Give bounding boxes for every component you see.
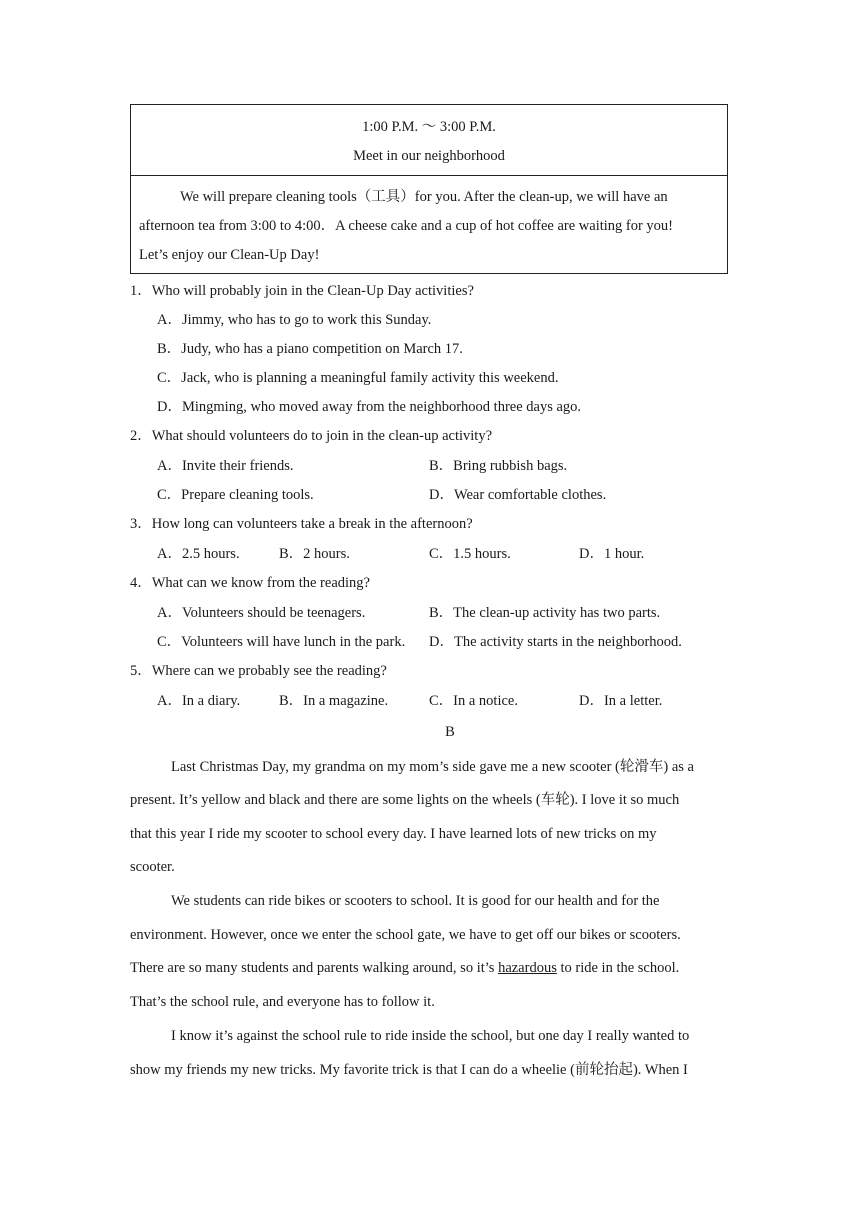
notice-body-line-3: Let’s enjoy our Clean-Up Day! bbox=[139, 247, 320, 263]
notice-place: Meet in our neighborhood bbox=[353, 148, 505, 164]
q2-option-d: D．Wear comfortable clothes. bbox=[429, 487, 607, 503]
q5-option-c: C．In a notice. bbox=[429, 693, 518, 709]
passage-p2-line-4: That’s the school rule, and everyone has to follow it. bbox=[130, 994, 435, 1010]
passage-p1-line-3: that this year I ride my scooter to school every day. I have learned lots of new tricks on my bbox=[130, 826, 657, 842]
q4-option-a: A．Volunteers should be teenagers. bbox=[157, 605, 366, 621]
passage-p3-line-1: I know it’s against the school rule to ride inside the school, but one day I really wanted to bbox=[171, 1028, 690, 1044]
q1-option-d: D．Mingming, who moved away from the neighborhood three days ago. bbox=[157, 399, 582, 415]
q3-option-d: D．1 hour. bbox=[579, 546, 645, 562]
q5-option-b: B．In a magazine. bbox=[279, 693, 389, 709]
passage-p2-line-2: environment. However, once we enter the school gate, we have to get off our bikes or scooters. bbox=[130, 927, 681, 943]
q2-option-c: C．Prepare cleaning tools. bbox=[157, 487, 314, 503]
section-b-heading: B bbox=[445, 724, 455, 740]
passage-p1-line-1: Last Christmas Day, my grandma on my mom’s side gave me a new scooter (轮滑车) as a bbox=[171, 759, 694, 775]
q1-option-c: C．Jack, who is planning a meaningful family activity this weekend. bbox=[157, 370, 559, 386]
question-2: 2．What should volunteers do to join in the clean-up activity? bbox=[130, 428, 493, 444]
notice-header bbox=[131, 105, 727, 176]
passage-p1-line-2: present. It’s yellow and black and there are some lights on the wheels (车轮). I love it so much bbox=[130, 792, 680, 808]
passage-p2-line-3 bbox=[130, 958, 679, 978]
q1-option-a: A．Jimmy, who has to go to work this Sunday. bbox=[157, 312, 432, 328]
q3-option-c: C．1.5 hours. bbox=[429, 546, 511, 562]
passage-p3-line-2: show my friends my new tricks. My favorite trick is that I can do a wheelie (前轮抬起). When I bbox=[130, 1062, 688, 1078]
q4-option-b: B．The clean-up activity has two parts. bbox=[429, 605, 661, 621]
q4-option-d: D．The activity starts in the neighborhood. bbox=[429, 634, 682, 650]
q3-option-a: A．2.5 hours. bbox=[157, 546, 240, 562]
q1-option-b: B．Judy, who has a piano competition on March 17. bbox=[157, 341, 463, 357]
notice-time: 1:00 P.M. ～ 3:00 P.M. bbox=[362, 119, 496, 135]
q5-option-a: A．In a diary. bbox=[157, 693, 241, 709]
passage-p1-line-4: scooter. bbox=[130, 859, 175, 875]
q3-option-b: B．2 hours. bbox=[279, 546, 350, 562]
underlined-word-hazardous: hazardous bbox=[498, 960, 557, 976]
q4-option-c: C．Volunteers will have lunch in the park. bbox=[157, 634, 406, 650]
q2-option-b: B．Bring rubbish bags. bbox=[429, 458, 568, 474]
notice-box bbox=[130, 104, 728, 274]
notice-body-line-1: We will prepare cleaning tools（工具）for you. After the clean-up, we will have an bbox=[180, 189, 668, 205]
passage-p2-line-3-start: There are so many students and parents walking around, so it’s bbox=[130, 960, 499, 976]
notice-body-line-2: afternoon tea from 3:00 to 4:00．A cheese cake and a cup of hot coffee are waiting for you! bbox=[139, 218, 674, 234]
question-1: 1．Who will probably join in the Clean-Up Day activities? bbox=[130, 283, 474, 299]
question-4: 4．What can we know from the reading? bbox=[130, 575, 370, 591]
q2-option-a: A．Invite their friends. bbox=[157, 458, 294, 474]
question-3: 3．How long can volunteers take a break in the afternoon? bbox=[130, 516, 473, 532]
passage-p2-line-1: We students can ride bikes or scooters to school. It is good for our health and for the bbox=[171, 893, 660, 909]
question-5: 5．Where can we probably see the reading? bbox=[130, 663, 387, 679]
passage-p2-line-3-end: to ride in the school. bbox=[556, 960, 680, 976]
q5-option-d: D．In a letter. bbox=[579, 693, 663, 709]
